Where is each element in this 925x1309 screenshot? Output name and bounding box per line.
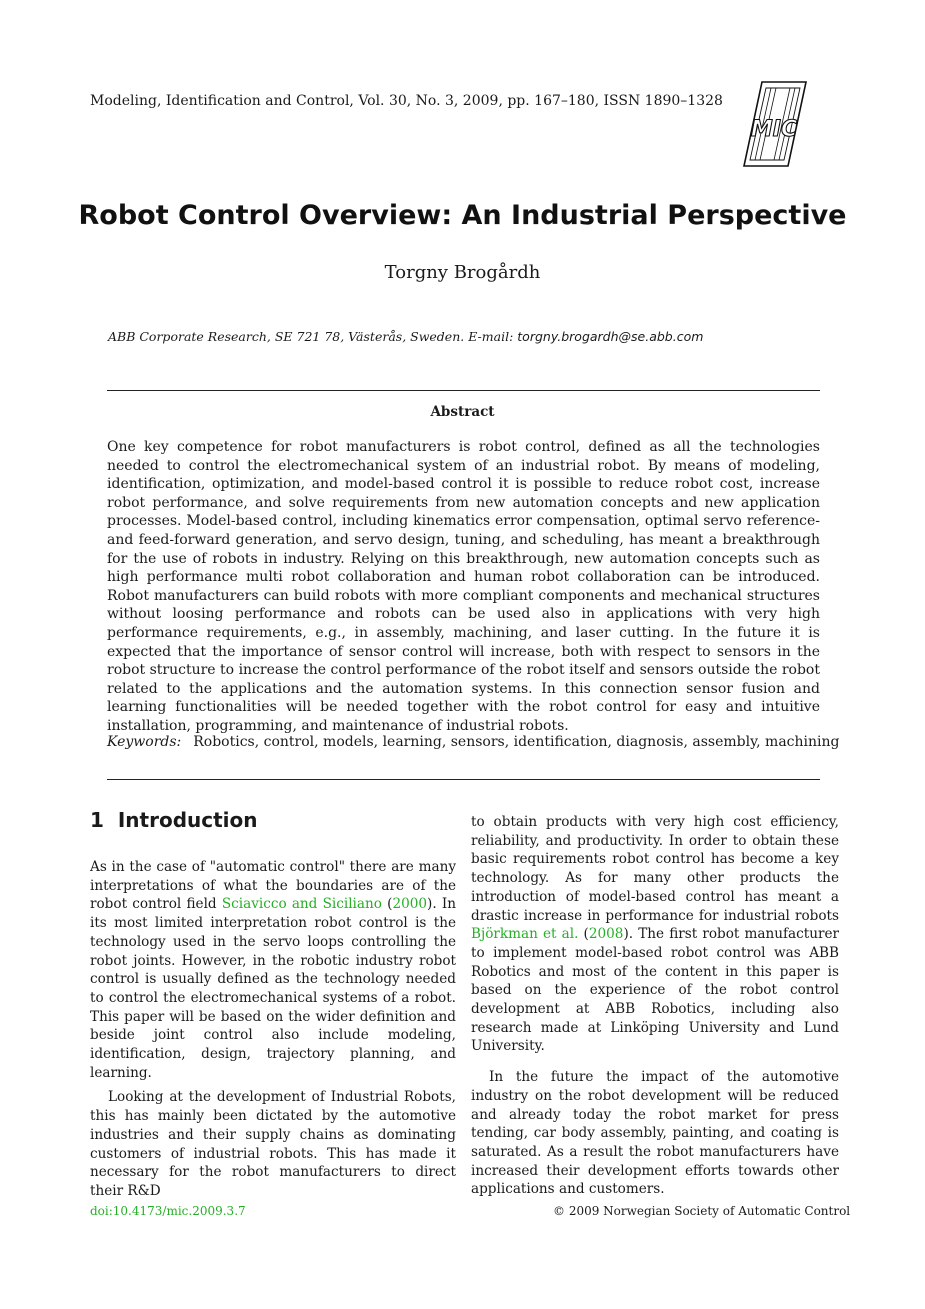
intro-paragraph-2: Looking at the development of Industrial Robots, this has mainly been dictated by the automotive industries and their supply chains as dominating customers of industrial robots. This has made it necessary for the robot manufacturers to direct their R&D [90, 1089, 456, 1199]
affiliation-text: ABB Corporate Research, SE 721 78, Västerås, Sweden. E-mail: [108, 329, 514, 344]
section-title: Introduction [117, 808, 258, 832]
abstract-heading: Abstract [430, 404, 495, 420]
left-text-column [90, 858, 456, 1201]
intro-paragraph-4: In the future the impact of the automotive industry on the robot development will be reduced and already today the robot market for press tending, car body assembly, painting, and coating is saturated. As a result the robot manufacturers have increased their development efforts towards other applications and customers. [471, 1069, 839, 1198]
citation-bjorkman-et-al[interactable]: Björkman et al. [471, 926, 579, 943]
abstract-body: One key competence for robot manufacturers is robot control, defined as all the technologies needed to control the electromechanical system of an industrial robot. By means of modeling, identification, optimization, and model-based control it is possible to reduce robot cost, increase robot performance, and solve requirements from new automation concepts and new application processes. Model-based control, including kinematics error compensation, optimal servo reference- and feed-forward generation, and servo design, tuning, and scheduling, has meant a breakthrough for the use of robots in industry. Relying on this breakthrough, new automation concepts such as high performance multi robot collaboration and human robot collaboration can be introduced. Robot manufacturers can build robots with more compliant components and mechanical structures without loosing performance and robots can be used also in applications with very high performance requirements, e.g., in assembly, machining, and laser cutting. In the future it is expected that the importance of sensor control will increase, both with respect to sensors in the robot structure to increase the control performance of the robot itself and sensors outside the robot related to the applications and the automation systems. In this connection sensor fusion and learning functionalities will be needed together with the robot control for easy and intuitive installation, programming, and maintenance of industrial robots. [107, 439, 820, 734]
intro-paragraph-3: to obtain products with very high cost efficiency, reliability, and productivity. In order to obtain these basic requirements robot control has become a key technology. As for many other products the introduction of model-based control has meant a drastic increase in performance for industrial robots Björkman et al. (2008). The first robot manufacturer to implement model-based robot control was ABB Robotics and most of the content in this paper is based on the experience of the robot control development at ABB Robotics, including also research made at Linköping University and Lund University. [471, 814, 840, 1055]
mic-logo-text: MIC [750, 117, 798, 142]
section-heading-introduction [90, 808, 258, 832]
right-text-column [471, 813, 839, 1199]
keywords-list: Robotics, control, models, learning, sensors, identification, diagnosis, assembly, machining [193, 734, 840, 750]
author-affiliation [108, 329, 703, 344]
journal-citation-line: Modeling, Identification and Control, Vol. 30, No. 3, 2009, pp. 167–180, ISSN 1890–1328 [90, 93, 723, 109]
abstract-top-rule [107, 390, 820, 391]
author-email-link[interactable]: torgny.brogardh@se.abb.com [517, 329, 704, 344]
citation-sciavicco-siciliano[interactable]: Sciavicco and Siciliano [221, 896, 382, 913]
section-number: 1 [90, 808, 104, 832]
citation-year-2008[interactable]: 2008 [588, 926, 624, 943]
doi-link[interactable]: doi:10.4173/mic.2009.3.7 [90, 1204, 246, 1218]
intro-paragraph-1: As in the case of "automatic control" there are many interpretations of what the boundaries are of the robot control field Sciavicco and Siciliano (2000). In its most limited interpretation robot control is the technology used in the servo loops controlling the robot joints. However, in the robotic industry robot control is usually defined as the technology needed to control the electromechanical systems of a robot. This paper will be based on the wider definition and beside joint control also include modeling, identification, design, trajectory planning, and learning. [90, 859, 456, 1081]
paper-title: Robot Control Overview: An Industrial Perspective [78, 200, 847, 231]
mic-journal-logo [740, 80, 808, 168]
abstract-bottom-rule [107, 779, 820, 780]
copyright-notice: © 2009 Norwegian Society of Automatic Control [553, 1204, 851, 1218]
keywords-label: Keywords: [107, 734, 182, 750]
citation-year-2000[interactable]: 2000 [392, 896, 428, 913]
author-name: Torgny Brogårdh [384, 262, 541, 283]
keywords-line [107, 734, 840, 750]
